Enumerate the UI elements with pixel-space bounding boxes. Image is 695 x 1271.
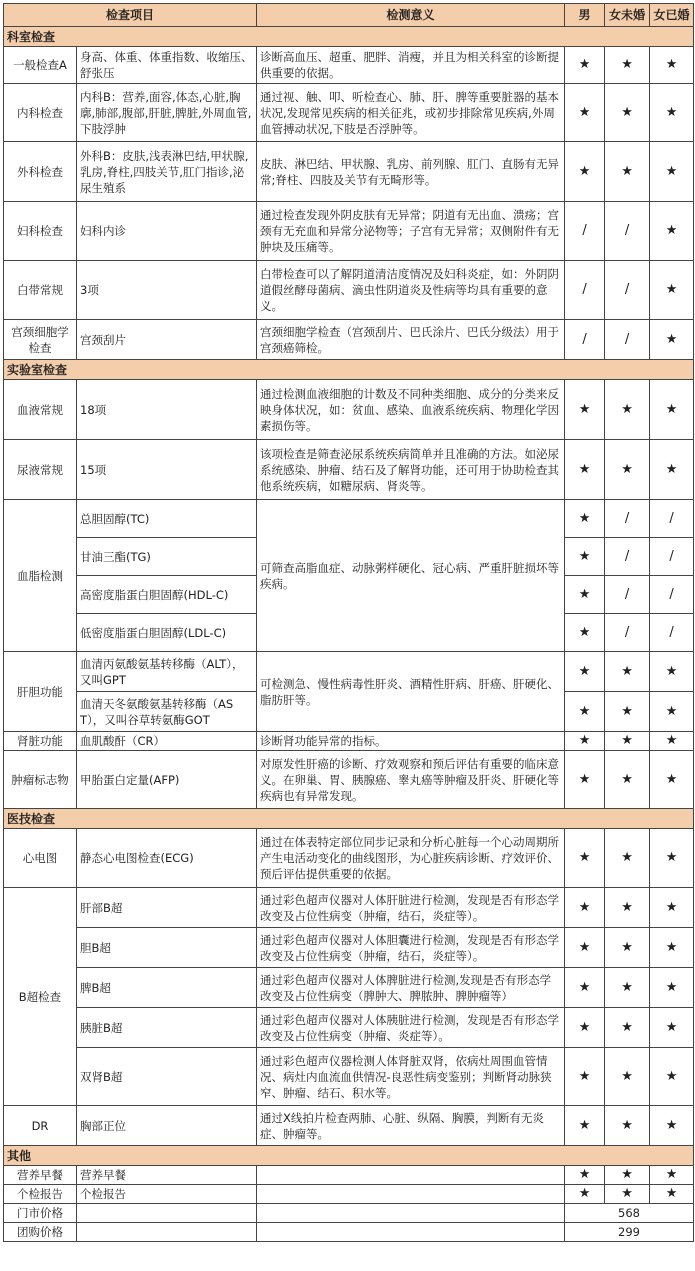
section-other [4, 1146, 694, 1166]
mark-female-unmarried: ★ [605, 1048, 650, 1106]
mark-male: ★ [565, 380, 605, 440]
mark-male: ★ [565, 968, 605, 1008]
row-content: 静态心电图检查(ECG) [77, 829, 257, 888]
row-meaning: 可筛查高脂血症、动脉粥样硬化、冠心病、严重肝脏损坏等疾病。 [257, 500, 565, 652]
mark-female-unmarried: ★ [605, 928, 650, 968]
header-meaning: 检测意义 [257, 4, 565, 27]
row-meaning: 诊断高血压、超重、肥胖、消瘦，并且为相关科室的诊断提供重要的依据。 [257, 47, 565, 84]
mark-male: ★ [565, 1048, 605, 1106]
mark-male: ★ [565, 1008, 605, 1048]
row-meaning: 通过彩色超声仪器检测人体肾脏双肾，依病灶周围血管情况、病灶内血流血供情况-良恶性病变鉴别；判断肾动脉狭窄、肿瘤、结石、积水等。 [257, 1048, 565, 1106]
row-meaning: 皮肤、淋巴结、甲状腺、乳房、前列腺、肛门、直肠有无异常;脊柱、四肢及关节有无畸形等。 [257, 142, 565, 202]
mark-female-married: ★ [650, 652, 694, 692]
row-name: 内科检查 [4, 84, 77, 142]
mark-female-unmarried: ★ [605, 888, 650, 928]
row-content: 18项 [77, 380, 257, 440]
row-meaning: 可检测急、慢性病毒性肝炎、酒精性肝病、肝癌、肝硬化、脂肪肝等。 [257, 652, 565, 732]
mark-male: / [565, 320, 605, 360]
mark-female-married: ★ [650, 1008, 694, 1048]
mark-female-married: / [650, 576, 694, 614]
mark-female-married: ★ [650, 440, 694, 500]
row-name: 尿液常规 [4, 440, 77, 500]
row-name: B超检查 [4, 888, 77, 1106]
mark-female-married: ★ [650, 320, 694, 360]
mark-male: ★ [565, 888, 605, 928]
mark-female-married: ★ [650, 142, 694, 202]
mark-female-married: ★ [650, 1106, 694, 1146]
row-name: 肿瘤标志物 [4, 751, 77, 809]
row-content: 妇科内诊 [77, 202, 257, 261]
mark-male: ★ [565, 1185, 605, 1204]
row-name: 血液常规 [4, 380, 77, 440]
table-header [4, 4, 694, 27]
mark-female-married: ★ [650, 202, 694, 261]
mark-male: ★ [565, 928, 605, 968]
row-meaning: 通过检测血液细胞的计数及不同种类细胞、成分的分类来反映身体状况，如：贫血、感染、血液系统疾病、物理化学因素损伤等。 [257, 380, 565, 440]
table-row [4, 500, 694, 538]
row-name: 心电图 [4, 829, 77, 888]
mark-female-unmarried: ★ [605, 440, 650, 500]
mark-female-married: ★ [650, 888, 694, 928]
row-content: 营养早餐 [77, 1166, 257, 1185]
row-content: 宫颈刮片 [77, 320, 257, 360]
table-row [4, 84, 694, 142]
row-meaning: 白带检查可以了解阴道清洁度情况及妇科炎症，如：外阴阴道假丝酵母菌病、滴虫性阴道炎及性病等均具有重要的意义。 [257, 261, 565, 320]
row-name: 外科检查 [4, 142, 77, 202]
row-name: 白带常规 [4, 261, 77, 320]
mark-female-married: ★ [650, 692, 694, 732]
row-name: 一般检查A [4, 47, 77, 84]
mark-female-married: ★ [650, 968, 694, 1008]
section-title: 科室检查 [4, 27, 694, 47]
table-row [4, 829, 694, 888]
table-row [4, 928, 694, 968]
price-row-group [4, 1223, 694, 1242]
mark-female-unmarried: ★ [605, 142, 650, 202]
price-value: 299 [565, 1223, 694, 1242]
mark-female-married: / [650, 614, 694, 652]
row-meaning: 该项检查是筛查泌尿系统疾病简单并且准确的方法。如泌尿系统感染、肿瘤、结石及了解肾功能，还可用于协助检查其他系统疾病，如糖尿病、肾炎等。 [257, 440, 565, 500]
section-title: 医技检查 [4, 809, 694, 829]
mark-female-unmarried: ★ [605, 968, 650, 1008]
mark-male: ★ [565, 614, 605, 652]
price-row-retail [4, 1204, 694, 1223]
table-row [4, 1008, 694, 1048]
mark-male: / [565, 202, 605, 261]
table-row [4, 142, 694, 202]
mark-female-unmarried: ★ [605, 84, 650, 142]
price-label: 团购价格 [4, 1223, 77, 1242]
row-content: 胸部正位 [77, 1106, 257, 1146]
row-meaning: 通过在体表特定部位同步记录和分析心脏每一个心动周期所产生电活动变化的曲线图形，为心脏疾病诊断、疗效评价、预后评估提供重要的依据。 [257, 829, 565, 888]
mark-female-married: ★ [650, 380, 694, 440]
mark-male: ★ [565, 47, 605, 84]
mark-female-unmarried: ★ [605, 1185, 650, 1204]
row-content: 内科B：营养,面容,体态,心脏,胸廓,肺部,腹部,肝脏,脾脏,外周血管,下肢浮肿 [77, 84, 257, 142]
header-item: 检查项目 [4, 4, 257, 27]
mark-male: ★ [565, 829, 605, 888]
mark-female-married: / [650, 500, 694, 538]
mark-male: ★ [565, 538, 605, 576]
row-name: 妇科检查 [4, 202, 77, 261]
table-row [4, 652, 694, 692]
mark-female-unmarried: ★ [605, 751, 650, 809]
row-content: 血清丙氨酸氨基转移酶（ALT），又叫GPT [77, 652, 257, 692]
section-title: 其他 [4, 1146, 694, 1166]
table-row [4, 1185, 694, 1204]
mark-female-unmarried: ★ [605, 47, 650, 84]
mark-female-unmarried: / [605, 261, 650, 320]
mark-female-unmarried: / [605, 614, 650, 652]
mark-male: ★ [565, 1166, 605, 1185]
row-content: 身高、体重、体重指数、收缩压、舒张压 [77, 47, 257, 84]
mark-female-married: ★ [650, 1048, 694, 1106]
mark-male: ★ [565, 142, 605, 202]
mark-male: ★ [565, 500, 605, 538]
row-content: 15项 [77, 440, 257, 500]
mark-female-unmarried: ★ [605, 829, 650, 888]
table-row [4, 202, 694, 261]
row-meaning: 通过X线拍片检查两肺、心脏、纵隔、胸膜，判断有无炎症、肿瘤等。 [257, 1106, 565, 1146]
section-lab [4, 360, 694, 380]
mark-female-unmarried: ★ [605, 1106, 650, 1146]
row-meaning: 通过彩色超声仪器对人体肝脏进行检测，发现是否有形态学改变及占位性病变（肿瘤，结石，炎症等）。 [257, 888, 565, 928]
row-meaning: 通过彩色超声仪器对人体胆囊进行检测，发现是否有形态学改变及占位性病变（肿瘤，结石，炎症等）。 [257, 928, 565, 968]
section-title: 实验室检查 [4, 360, 694, 380]
table-row [4, 888, 694, 928]
row-name: 宫颈细胞学检查 [4, 320, 77, 360]
row-content: 总胆固醇(TC) [77, 500, 257, 538]
table-row [4, 320, 694, 360]
row-name: 个检报告 [4, 1185, 77, 1204]
table-row [4, 1106, 694, 1146]
table-row [4, 1048, 694, 1106]
mark-female-married: ★ [650, 928, 694, 968]
header-male: 男 [565, 4, 605, 27]
header-female-unmarried: 女未婚 [605, 4, 650, 27]
row-content: 脾B超 [77, 968, 257, 1008]
row-content: 个检报告 [77, 1185, 257, 1204]
table-row [4, 440, 694, 500]
checkup-table [3, 3, 694, 1242]
row-content: 外科B：皮肤,浅表淋巴结,甲状腺,乳房,脊柱,四肢关节,肛门指诊,泌尿生殖系 [77, 142, 257, 202]
mark-female-married: ★ [650, 1166, 694, 1185]
row-meaning: 通过检查发现外阴皮肤有无异常；阴道有无出血、溃疡；宫颈有无充血和异常分泌物等；子宫有无异常；双侧附件有无肿块及压痛等。 [257, 202, 565, 261]
mark-female-unmarried: ★ [605, 1166, 650, 1185]
mark-female-unmarried: ★ [605, 380, 650, 440]
table-row [4, 261, 694, 320]
row-content: 低密度脂蛋白胆固醇(LDL-C) [77, 614, 257, 652]
row-name: 肾脏功能 [4, 732, 77, 751]
mark-female-unmarried: / [605, 500, 650, 538]
mark-female-unmarried: ★ [605, 732, 650, 751]
mark-male: ★ [565, 440, 605, 500]
section-imaging [4, 809, 694, 829]
row-content: 甘油三酯(TG) [77, 538, 257, 576]
mark-female-married: ★ [650, 47, 694, 84]
mark-female-unmarried: ★ [605, 652, 650, 692]
mark-female-unmarried: / [605, 320, 650, 360]
row-content: 肝部B超 [77, 888, 257, 928]
mark-female-unmarried: / [605, 202, 650, 261]
mark-female-unmarried: ★ [605, 1008, 650, 1048]
table-row [4, 968, 694, 1008]
section-clinic [4, 27, 694, 47]
row-content: 血清天冬氨酸氨基转移酶（AST），又叫谷草转氨酶GOT [77, 692, 257, 732]
mark-male: ★ [565, 732, 605, 751]
mark-female-married: ★ [650, 732, 694, 751]
row-meaning: 诊断肾功能异常的指标。 [257, 732, 565, 751]
row-name: 肝胆功能 [4, 652, 77, 732]
row-content: 3项 [77, 261, 257, 320]
row-content: 甲胎蛋白定量(AFP) [77, 751, 257, 809]
price-value: 568 [565, 1204, 694, 1223]
row-name: DR [4, 1106, 77, 1146]
mark-female-married: ★ [650, 1185, 694, 1204]
price-label: 门市价格 [4, 1204, 77, 1223]
mark-female-married: ★ [650, 84, 694, 142]
table-row [4, 380, 694, 440]
row-content: 血肌酸酐（CR） [77, 732, 257, 751]
row-content: 高密度脂蛋白胆固醇(HDL-C) [77, 576, 257, 614]
mark-male: ★ [565, 692, 605, 732]
mark-female-married: ★ [650, 829, 694, 888]
row-meaning: 通过彩色超声仪器对人体脾脏进行检测,发现是否有形态学改变及占位性病变（脾肿大、脾脓肿、脾肿瘤等） [257, 968, 565, 1008]
row-content: 胰脏B超 [77, 1008, 257, 1048]
row-meaning [257, 1166, 565, 1185]
table-row [4, 732, 694, 751]
mark-male: ★ [565, 751, 605, 809]
mark-male: ★ [565, 576, 605, 614]
row-meaning [257, 1185, 565, 1204]
mark-female-married: / [650, 538, 694, 576]
table-row [4, 751, 694, 809]
mark-male: ★ [565, 84, 605, 142]
mark-male: ★ [565, 652, 605, 692]
table-row [4, 47, 694, 84]
mark-male: ★ [565, 1106, 605, 1146]
row-meaning: 宫颈细胞学检查（宫颈刮片、巴氏涂片、巴氏分级法）用于宫颈癌筛检。 [257, 320, 565, 360]
row-name: 血脂检测 [4, 500, 77, 652]
mark-female-unmarried: / [605, 538, 650, 576]
row-name: 营养早餐 [4, 1166, 77, 1185]
mark-female-married: ★ [650, 261, 694, 320]
row-content: 胆B超 [77, 928, 257, 968]
mark-male: / [565, 261, 605, 320]
row-content: 双肾B超 [77, 1048, 257, 1106]
row-meaning: 通过视、触、叩、听检查心、肺、肝、脾等重要脏器的基本状况,发现常见疾病的相关征兆，或初步排除常见疾病,外周血管搏动状况,下肢是否浮肿等。 [257, 84, 565, 142]
mark-female-married: ★ [650, 751, 694, 809]
row-meaning: 对原发性肝癌的诊断、疗效观察和预后评估有重要的临床意义。在卵巢、胃、胰腺癌、睾丸癌等肿瘤及肝炎、肝硬化等疾病也有异常发现。 [257, 751, 565, 809]
row-meaning: 通过彩色超声仪器对人体胰脏进行检测，发现是否有形态学改变及占位性病变（肿瘤、炎症等）。 [257, 1008, 565, 1048]
table-row [4, 1166, 694, 1185]
mark-female-unmarried: / [605, 576, 650, 614]
mark-female-unmarried: ★ [605, 692, 650, 732]
header-female-married: 女已婚 [650, 4, 694, 27]
